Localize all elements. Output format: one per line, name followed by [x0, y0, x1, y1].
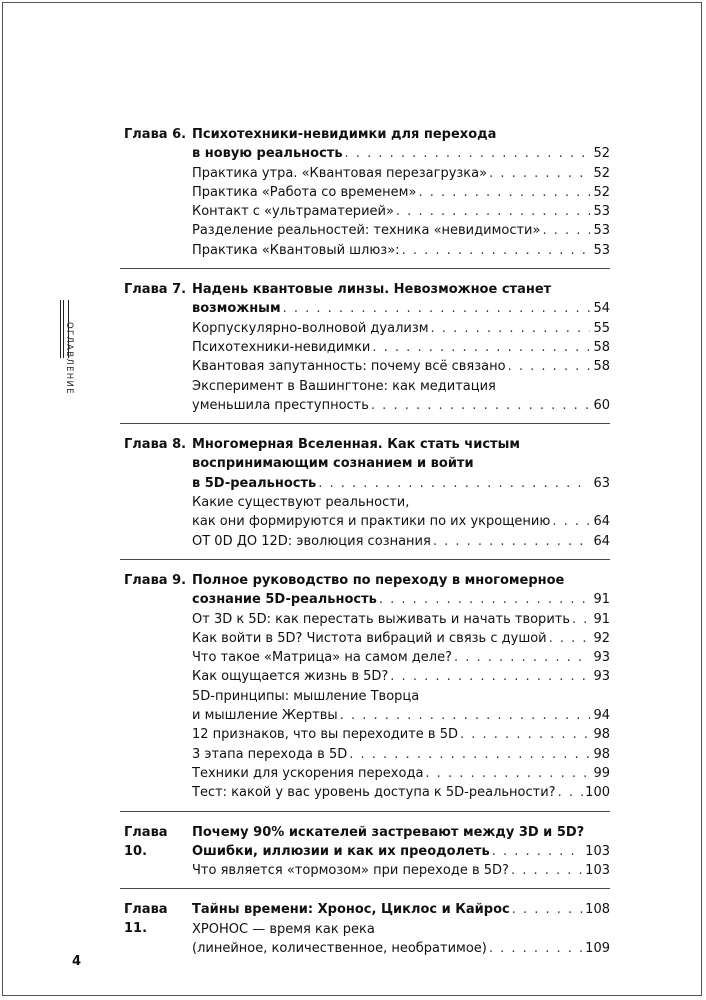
toc-chapter-10 — [120, 820, 610, 890]
toc-entry[interactable]: как они формируются и практики по их укрощению . . . 64 — [192, 512, 610, 531]
page-ref: 100 — [585, 785, 610, 801]
chapter-number: Глава 7. — [124, 282, 187, 298]
toc-chapter-6 — [120, 122, 610, 269]
toc-entry[interactable]: 3 этапа перехода в 5D . . . 98 — [192, 745, 610, 764]
page-ref: 93 — [593, 650, 610, 666]
page-ref: 53 — [593, 223, 610, 239]
chapter-title-entry[interactable]: сознание 5D-реальность . . . 91 — [192, 590, 610, 609]
toc-entry[interactable]: Корпускулярно-волновой дуализм . . . 55 — [192, 319, 610, 338]
page-ref: 52 — [593, 165, 610, 181]
toc-entry[interactable]: Практика «Работа со временем» . . . 52 — [192, 183, 610, 202]
toc-entry[interactable]: Психотехники-невидимки . . . 58 — [192, 338, 610, 357]
page-ref: 99 — [593, 765, 610, 781]
page-ref: 103 — [585, 863, 610, 879]
chapter-title-line: Полное руководство по переходу в многомерное — [192, 572, 565, 588]
toc-entry[interactable]: Как войти в 5D? Чистота вибраций и связь с душой . . . 92 — [192, 629, 610, 648]
toc-entry-line: ХРОНОС — время как река — [192, 921, 375, 937]
chapter-title-line: Психотехники-невидимки для перехода — [192, 127, 497, 142]
page-ref: 53 — [593, 242, 610, 258]
toc-chapter-7 — [120, 277, 610, 424]
page-ref: 91 — [593, 611, 610, 627]
toc-entry[interactable]: Техники для ускорения перехода . . . 99 — [192, 764, 610, 783]
toc-entry-line: 5D-принципы: мышление Творца — [192, 688, 420, 704]
chapter-title-line: Многомерная Вселенная. Как стать чистым — [192, 437, 520, 453]
toc-entry[interactable]: Что такое «Матрица» на самом деле? . . . 93 — [192, 648, 610, 667]
toc-chapter-8 — [120, 432, 610, 560]
page-ref: 103 — [585, 843, 610, 859]
page-ref: 54 — [593, 301, 610, 317]
toc-entry[interactable]: и мышление Жертвы . . . 94 — [192, 706, 610, 725]
chapter-title-line: воспринимающим сознанием и войти — [192, 456, 474, 472]
chapter-number: Глава 10. — [124, 824, 168, 859]
page-ref: 109 — [585, 940, 610, 956]
page-ref: 63 — [593, 475, 610, 491]
page-ref: 58 — [593, 359, 610, 375]
chapter-title-entry[interactable]: в новую реальность . . . 52 — [192, 144, 610, 163]
chapter-number: Глава 11. — [124, 902, 168, 937]
toc-entry[interactable]: 12 признаков, что вы переходите в 5D . . . 98 — [192, 725, 610, 744]
chapter-number: Глава 9. — [124, 572, 187, 588]
page-ref: 52 — [593, 146, 610, 162]
chapter-number: Глава 6. — [124, 127, 187, 142]
page-ref: 64 — [593, 533, 610, 549]
toc-entry[interactable]: Практика «Квантовый шлюз»: . . . 53 — [192, 241, 610, 260]
page-ref: 108 — [585, 902, 610, 918]
toc-entry-line: Какие существуют реальности, — [192, 495, 410, 511]
toc-entry[interactable]: Практика утра. «Квантовая перезагрузка» . . . 52 — [192, 164, 610, 183]
toc-entry-line: Эксперимент в Вашингтоне: как медитация — [192, 378, 496, 394]
page-ref: 64 — [593, 514, 610, 530]
page-ref: 92 — [593, 630, 610, 646]
chapter-title-entry[interactable]: Тайны времени: Хронос, Циклос и Кайрос . . . 108 — [192, 900, 610, 919]
page-ref: 98 — [593, 727, 610, 743]
chapter-title-entry[interactable]: Ошибки, иллюзии и как их преодолеть . . . 103 — [192, 842, 610, 861]
page-ref: 53 — [593, 204, 610, 220]
chapter-title-entry[interactable]: в 5D-реальность . . . 63 — [192, 474, 610, 493]
toc-entry[interactable]: Тест: какой у вас уровень доступа к 5D-реальности? . . . 100 — [192, 783, 610, 802]
page-ref: 91 — [593, 592, 610, 608]
page-ref: 58 — [593, 339, 610, 355]
page-ref: 52 — [593, 184, 610, 200]
toc-entry[interactable]: уменьшила преступность . . . 60 — [192, 396, 610, 415]
page-ref: 93 — [593, 669, 610, 685]
toc-entry[interactable]: Что является «тормозом» при переходе в 5D? . . . 103 — [192, 861, 610, 880]
chapter-title-entry[interactable]: возможным . . . 54 — [192, 299, 610, 318]
toc-entry[interactable]: ОТ 0D ДО 12D: эволюция сознания . . . 64 — [192, 532, 610, 551]
page-number: 4 — [72, 954, 82, 969]
page-ref: 55 — [593, 320, 610, 336]
toc-chapter-11 — [120, 897, 610, 966]
toc-entry[interactable]: Как ощущается жизнь в 5D? . . . 93 — [192, 667, 610, 686]
toc-chapter-9 — [120, 568, 610, 812]
chapter-title-line: Надень квантовые линзы. Невозможное станет — [192, 282, 552, 298]
table-of-contents — [120, 122, 610, 974]
chapter-title-line: Почему 90% искателей застревают между 3D и 5D? — [192, 824, 585, 840]
page-ref: 60 — [593, 397, 610, 413]
page-ref: 94 — [593, 708, 610, 724]
toc-entry[interactable]: Разделение реальностей: техника «невидимости» . . . 53 — [192, 221, 610, 240]
toc-entry[interactable]: От 3D к 5D: как перестать выживать и начать творить . . . 91 — [192, 610, 610, 629]
chapter-number: Глава 8. — [124, 437, 187, 453]
toc-entry[interactable]: Контакт с «ультраматерией» . . . 53 — [192, 202, 610, 221]
toc-entry[interactable]: Квантовая запутанность: почему всё связано . . . 58 — [192, 357, 610, 376]
page-ref: 98 — [593, 746, 610, 762]
toc-entry[interactable]: (линейное, количественное, необратимое) . . . 109 — [192, 939, 610, 958]
section-side-label: ОГЛАВЛЕНИЕ — [64, 322, 74, 395]
